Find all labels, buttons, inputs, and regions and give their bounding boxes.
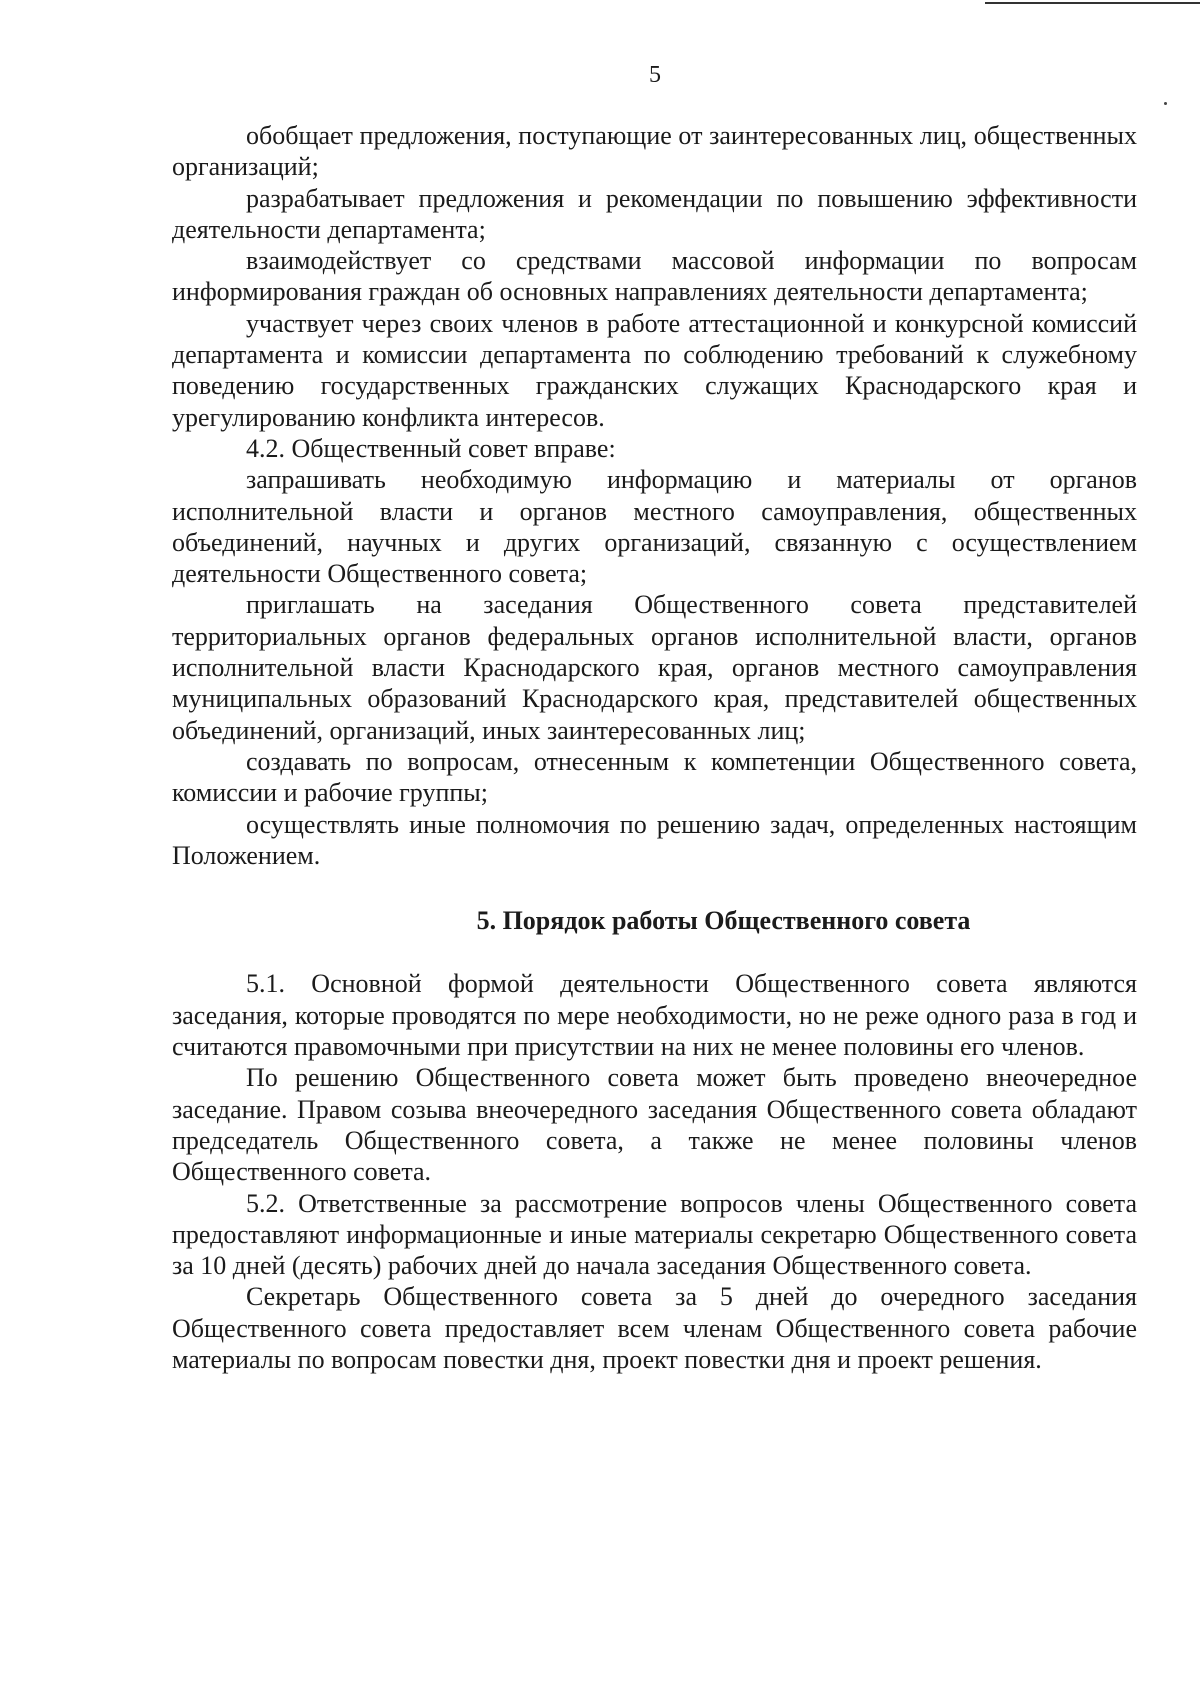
- paragraph-invite-representatives: приглашать на заседания Общественного совета представителей территориальных органов федеральных органов исполнительной власти, органов исполнительной власти Краснодарского края, органов местного самоуправления муниципальных образований Краснодарского края, представителей общественных объединений, организаций, иных заинтересованных лиц;: [172, 590, 1137, 745]
- paragraph-secretary-materials: Секретарь Общественного совета за 5 дней до очередного заседания Общественного совета предоставляет всем членам Общественного совета рабочие материалы по вопросам повестки дня, проект повестки дня и проект решения.: [172, 1282, 1137, 1374]
- paragraph-interacts-with-media: взаимодействует со средствами массовой информации по вопросам информирования граждан об основных направлениях деятельности департамента;: [172, 246, 1137, 307]
- top-edge-rule: [985, 2, 1200, 4]
- paragraph-generalizes-proposals: обобщает предложения, поступающие от заинтересованных лиц, общественных организаций;: [172, 121, 1137, 182]
- paragraph-4-2-rights-intro: 4.2. Общественный совет вправе:: [246, 433, 616, 463]
- page-number: 5: [649, 62, 661, 88]
- paragraph-extraordinary-meeting: По решению Общественного совета может быть проведено внеочередное заседание. Правом созыва внеочередного заседания Общественного совета обладают председатель Общественного совета, а также не менее половины членов Общественного совета.: [172, 1063, 1137, 1187]
- paragraph-5-2-materials: 5.2. Ответственные за рассмотрение вопросов члены Общественного совета предоставляют информационные и иные материалы секретарю Общественного совета за 10 дней (десять) рабочих дней до начала заседания Общественного совета.: [172, 1188, 1137, 1281]
- paragraph-5-1-meetings: 5.1. Основной формой деятельности Общественного совета являются заседания, которые проводятся по мере необходимости, но не реже одного раза в год и считаются правомочными при присутствии на них не менее половины его членов.: [172, 969, 1137, 1062]
- paragraph-request-information: запрашивать необходимую информацию и материалы от органов исполнительной власти и органов местного самоуправления, общественных объединений, научных и других организаций, связанную с осуществлением деятельности Общественного совета;: [172, 465, 1137, 589]
- scan-speck: [1164, 102, 1167, 105]
- paragraph-participates-commissions: участвует через своих членов в работе аттестационной и конкурсной комиссий департамента и комиссии департамента по соблюдению требований к служебному поведению государственных гражданских служащих Краснодарского края и урегулированию конфликта интересов.: [172, 308, 1137, 432]
- paragraph-create-commissions: создавать по вопросам, отнесенным к компетенции Общественного совета, комиссии и рабочие группы;: [172, 746, 1137, 808]
- section-5-heading: 5. Порядок работы Общественного совета: [476, 906, 971, 936]
- paragraph-develops-proposals: разрабатывает предложения и рекомендации по повышению эффективности деятельности департамента;: [172, 183, 1137, 244]
- page-body: [172, 120, 1137, 1375]
- paragraph-other-powers: осуществлять иные полномочия по решению задач, определенных настоящим Положением.: [172, 809, 1137, 870]
